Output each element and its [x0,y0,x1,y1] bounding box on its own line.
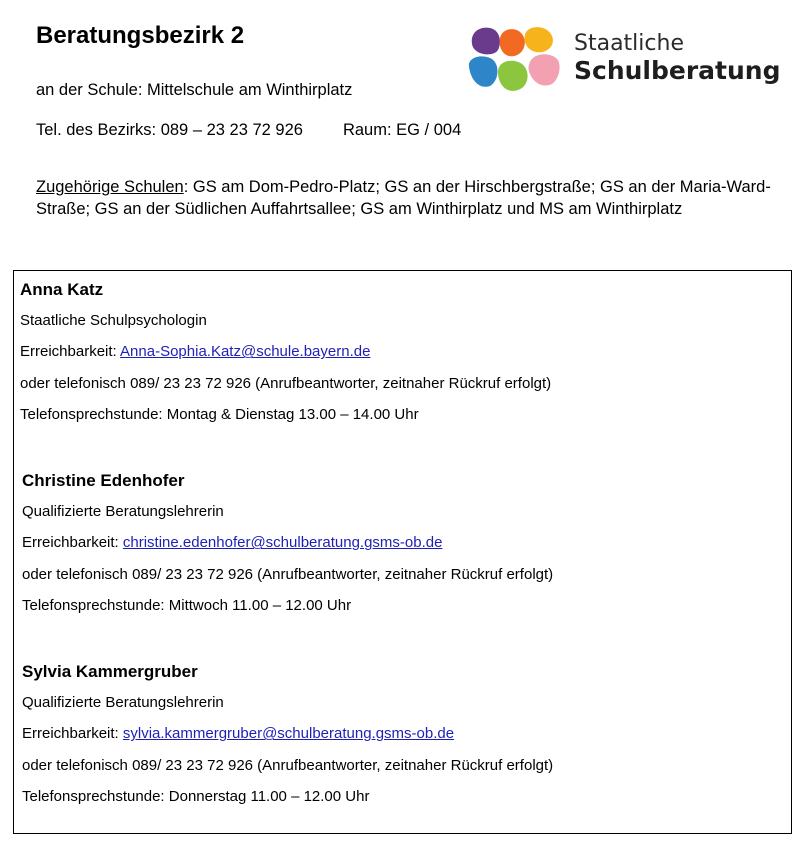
contact-reach [22,527,553,558]
room-number: Raum: EG / 004 [342,121,462,139]
school-line: an der Schule: Mittelschule am Winthirplatz [36,81,353,99]
contact-name: Christine Edenhofer [22,471,185,490]
email-link[interactable]: sylvia.kammergruber@schulberatung.gsms-ob.de [122,725,455,743]
contact-name: Sylvia Kammergruber [22,662,198,681]
contact-card [20,275,551,430]
contact-reach [22,718,553,749]
contact-role: Staatliche Schulpsychologin [20,312,207,329]
associated-schools [36,176,776,220]
contact-card [22,466,553,621]
reach-label: Erreichbarkeit: [22,534,123,552]
reach-label: Erreichbarkeit: [22,725,123,743]
contact-phone: oder telefonisch 089/ 23 23 72 926 (Anrufbeantworter, zeitnaher Rückruf erfolgt) [22,756,554,774]
reach-label: Erreichbarkeit: [20,343,121,361]
contacts-box [13,270,792,834]
contact-phone: oder telefonisch 089/ 23 23 72 926 (Anrufbeantworter, zeitnaher Rückruf erfolgt) [22,565,554,583]
district-phone: Tel. des Bezirks: 089 – 23 23 72 926 [36,121,303,139]
page-title: Beratungsbezirk 2 [36,22,245,49]
contact-role: Qualifizierte Beratungslehrerin [22,503,224,520]
contact-reach [20,336,551,367]
logo-line-2: Schulberatung [574,56,781,85]
email-link[interactable]: christine.edenhofer@schulberatung.gsms-ob.de [122,534,443,552]
contact-name: Anna Katz [20,280,104,299]
schulberatung-logo [466,24,781,96]
logo-text [574,33,780,83]
district-contact-line [36,121,461,140]
contact-hours: Telefonsprechstunde: Montag & Dienstag 13.00 – 14.00 Uhr [20,405,419,423]
schools-heading: Zugehörige Schulen [36,178,184,196]
contact-card [22,657,553,812]
contact-hours: Telefonsprechstunde: Donnerstag 11.00 – 12.00 Uhr [22,787,370,805]
colorful-blobs-icon [466,24,566,96]
contact-phone: oder telefonisch 089/ 23 23 72 926 (Anrufbeantworter, zeitnaher Rückruf erfolgt) [20,374,552,392]
email-link[interactable]: Anna-Sophia.Katz@schule.bayern.de [120,343,371,361]
logo-line-1: Staatliche [574,31,684,56]
contact-hours: Telefonsprechstunde: Mittwoch 11.00 – 12.00 Uhr [22,596,352,614]
contact-role: Qualifizierte Beratungslehrerin [22,694,224,711]
schools-list: : GS am Dom-Pedro-Platz; GS an der Hirschbergstraße; GS an der Maria-Ward-Straße; GS an der Südlichen Auffahrtsallee; GS am Winthirplatz und MS am Winthirplatz [36,178,771,218]
